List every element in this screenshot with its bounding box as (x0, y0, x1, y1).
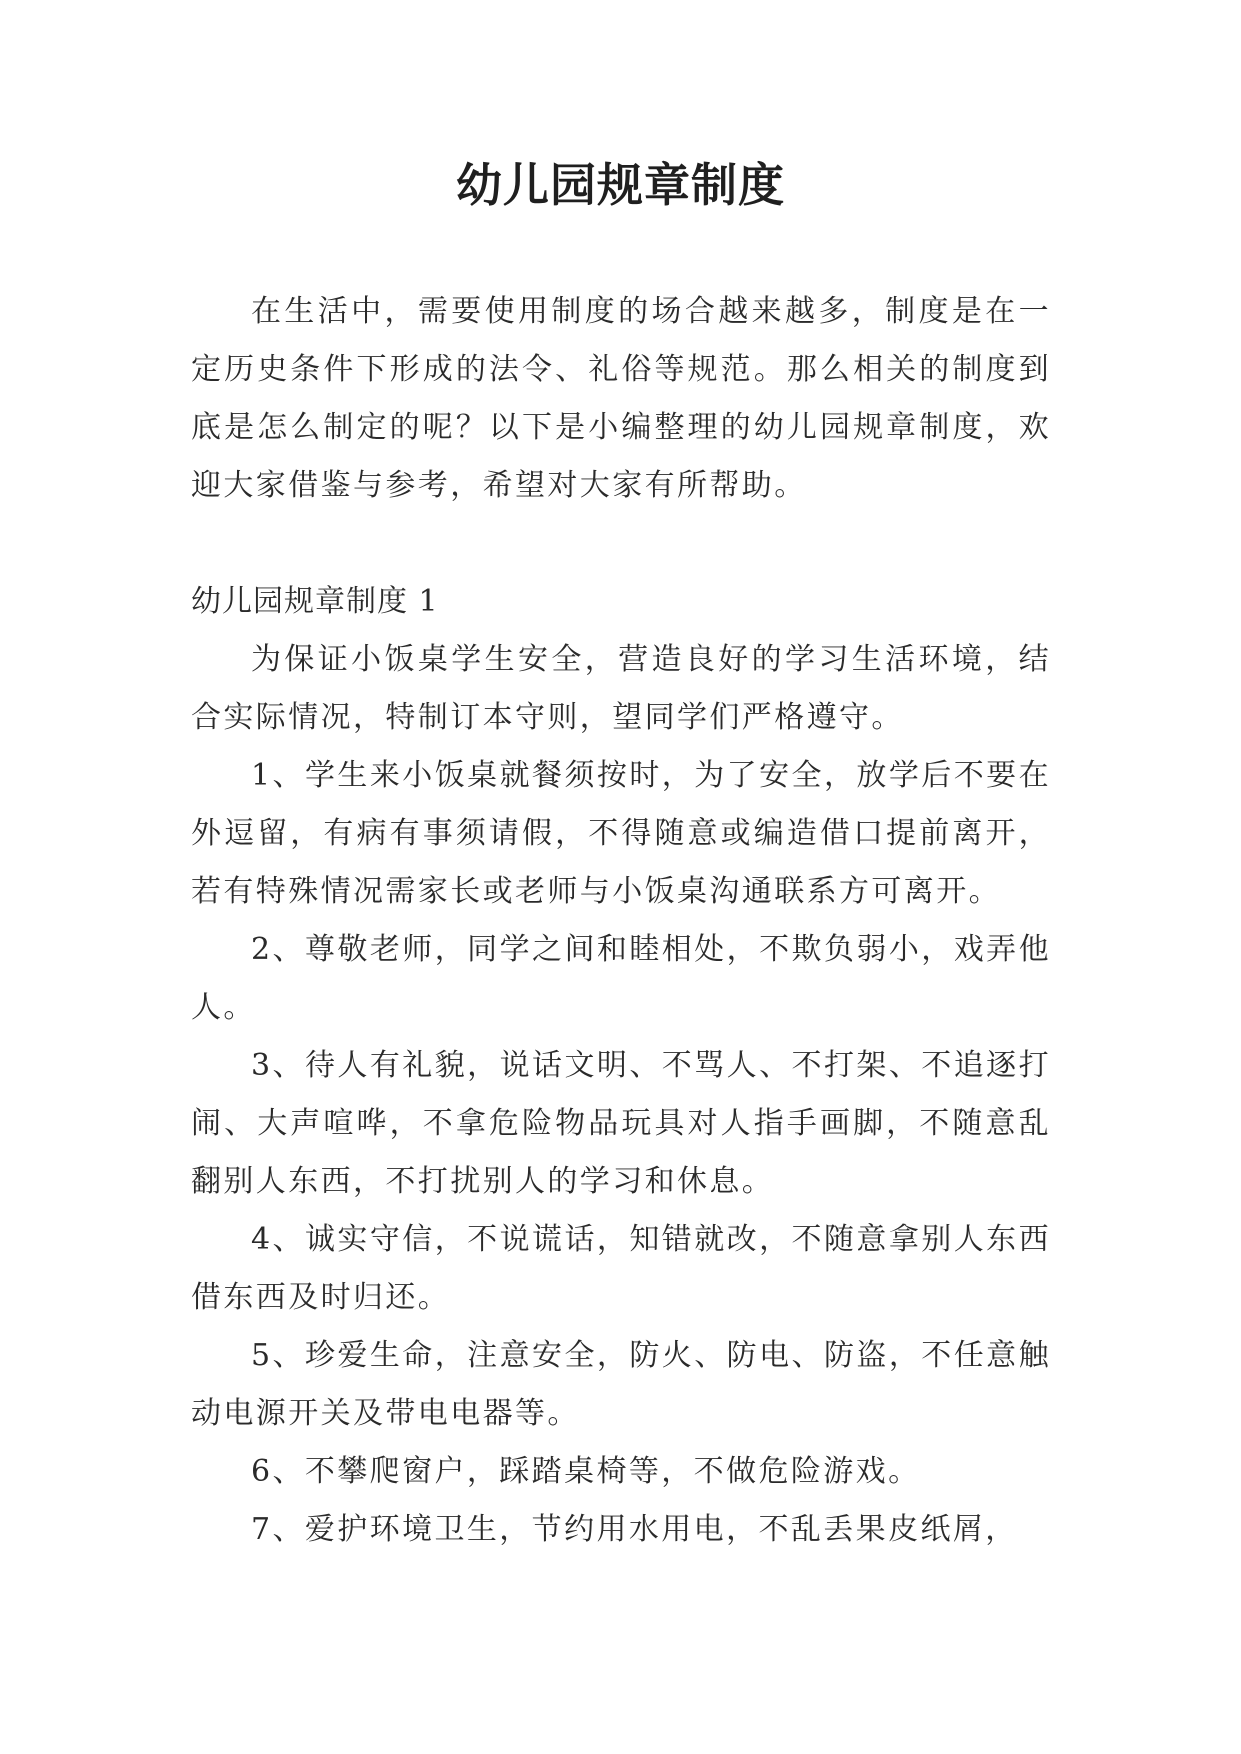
rule-item: 3、待人有礼貌，说话文明、不骂人、不打架、不追逐打闹、大声喧哗，不拿危险物品玩具对人指手画脚，不随意乱翻别人东西，不打扰别人的学习和休息。 (191, 1048, 1051, 1199)
rule-item: 5、珍爱生命，注意安全，防火、防电、防盗，不任意触动电源开关及带电电器等。 (191, 1338, 1051, 1431)
rule-item: 4、诚实守信，不说谎话，知错就改，不随意拿别人东西借东西及时归还。 (191, 1222, 1051, 1315)
rule-item: 7、爱护环境卫生，节约用水用电，不乱丢果皮纸屑， (251, 1512, 1018, 1547)
rule-item: 6、不攀爬窗户，踩踏桌椅等，不做危险游戏。 (251, 1454, 921, 1489)
rule-item: 2、尊敬老师，同学之间和睦相处，不欺负弱小，戏弄他人。 (191, 932, 1051, 1025)
rule-item: 1、学生来小饭桌就餐须按时，为了安全，放学后不要在外逗留，有病有事须请假，不得随意或编造借口提前离开，若有特殊情况需家长或老师与小饭桌沟通联系方可离开。 (191, 758, 1051, 909)
section-heading: 幼儿园规章制度 1 (191, 584, 439, 619)
document-title: 幼儿园规章制度 (456, 158, 785, 212)
document-body (191, 283, 1051, 1559)
body-paragraph: 为保证小饭桌学生安全，营造良好的学习生活环境，结合实际情况，特制订本守则，望同学们严格遵守。 (191, 642, 1051, 735)
intro-paragraph: 在生活中，需要使用制度的场合越来越多，制度是在一定历史条件下形成的法令、礼俗等规范。那么相关的制度到底是怎么制定的呢？以下是小编整理的幼儿园规章制度，欢迎大家借鉴与参考，希望对大家有所帮助。 (191, 294, 1051, 503)
